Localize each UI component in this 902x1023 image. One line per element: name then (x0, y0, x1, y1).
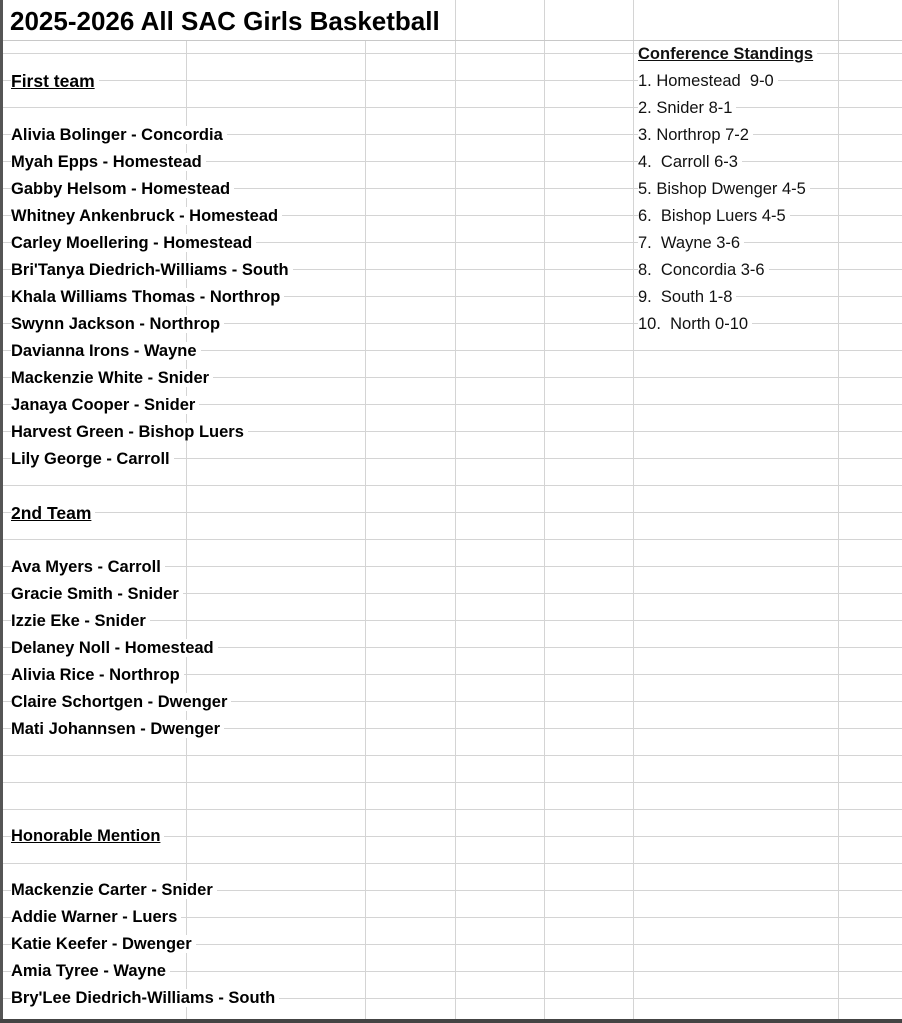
first-team-player[interactable] (11, 338, 201, 365)
honorable-mention-heading[interactable] (11, 823, 164, 850)
first-team-player[interactable] (11, 203, 282, 230)
player-name: Harvest Green - Bishop Luers (11, 423, 248, 441)
column-divider (838, 0, 839, 40)
column-divider (365, 0, 366, 1023)
player-name: Alivia Bolinger - Concordia (11, 126, 227, 144)
player-name: Bri'Tanya Diedrich-Williams - South (11, 261, 293, 279)
first-team-player[interactable] (11, 230, 256, 257)
standings-row[interactable] (638, 122, 753, 149)
second-team-player[interactable] (11, 581, 183, 608)
first-team-player[interactable] (11, 284, 284, 311)
player-name: Janaya Cooper - Snider (11, 396, 199, 414)
second-team-heading[interactable] (11, 500, 95, 527)
player-name: Gracie Smith - Snider (11, 585, 183, 603)
second-team-player[interactable] (11, 635, 218, 662)
first-team-player[interactable] (11, 122, 227, 149)
second-team-player[interactable] (11, 554, 165, 581)
player-name: Swynn Jackson - Northrop (11, 315, 224, 333)
standings-heading-label: Conference Standings (638, 45, 817, 63)
honorable-mention-player[interactable] (11, 904, 181, 931)
standings-row[interactable] (638, 176, 810, 203)
column-divider (455, 0, 456, 1023)
column-divider (633, 0, 634, 1023)
player-name: Delaney Noll - Homestead (11, 639, 218, 657)
honorable-mention-player[interactable] (11, 877, 217, 904)
first-team-player[interactable] (11, 176, 234, 203)
standings-entry: 4. Carroll 6-3 (638, 153, 742, 171)
second-team-player[interactable] (11, 662, 184, 689)
column-divider (544, 0, 545, 1023)
column-divider (633, 0, 634, 40)
sheet-border-bottom (0, 1019, 902, 1023)
first-team-player[interactable] (11, 365, 213, 392)
standings-row[interactable] (638, 257, 769, 284)
standings-entry: 9. South 1-8 (638, 288, 736, 306)
second-team-player[interactable] (11, 608, 150, 635)
standings-entry: 1. Homestead 9-0 (638, 72, 778, 90)
standings-row[interactable] (638, 284, 736, 311)
player-name: Claire Schortgen - Dwenger (11, 693, 231, 711)
second-team-player[interactable] (11, 716, 224, 743)
standings-entry: 5. Bishop Dwenger 4-5 (638, 180, 810, 198)
player-name: Alivia Rice - Northrop (11, 666, 184, 684)
column-divider (544, 0, 545, 40)
standings-row[interactable] (638, 68, 778, 95)
player-name: Carley Moellering - Homestead (11, 234, 256, 252)
standings-heading[interactable] (638, 41, 817, 68)
player-name: Amia Tyree - Wayne (11, 962, 170, 980)
second-team-heading-label: 2nd Team (11, 503, 95, 523)
page-title[interactable]: 2025-2026 All SAC Girls Basketball (10, 5, 446, 37)
title-row (0, 0, 902, 41)
standings-row[interactable] (638, 203, 790, 230)
player-name: Addie Warner - Luers (11, 908, 181, 926)
standings-entry: 2. Snider 8-1 (638, 99, 736, 117)
player-name: Davianna Irons - Wayne (11, 342, 201, 360)
standings-row[interactable] (638, 149, 742, 176)
standings-entry: 7. Wayne 3-6 (638, 234, 744, 252)
sheet-border-left (0, 0, 3, 1023)
player-name: Katie Keefer - Dwenger (11, 935, 196, 953)
first-team-player[interactable] (11, 446, 174, 473)
honorable-mention-player[interactable] (11, 931, 196, 958)
standings-row[interactable] (638, 311, 752, 338)
player-name: Myah Epps - Homestead (11, 153, 206, 171)
player-name: Bry'Lee Diedrich-Williams - South (11, 989, 279, 1007)
first-team-heading-label: First team (11, 71, 99, 91)
first-team-heading[interactable] (11, 68, 99, 95)
player-name: Khala Williams Thomas - Northrop (11, 288, 284, 306)
first-team-player[interactable] (11, 257, 293, 284)
player-name: Mackenzie Carter - Snider (11, 881, 217, 899)
player-name: Izzie Eke - Snider (11, 612, 150, 630)
player-name: Whitney Ankenbruck - Homestead (11, 207, 282, 225)
standings-row[interactable] (638, 230, 744, 257)
column-divider (838, 0, 839, 1023)
first-team-player[interactable] (11, 419, 248, 446)
column-divider (455, 0, 456, 40)
standings-entry: 3. Northrop 7-2 (638, 126, 753, 144)
honorable-mention-player[interactable] (11, 958, 170, 985)
honorable-mention-heading-label: Honorable Mention (11, 827, 164, 845)
standings-entry: 6. Bishop Luers 4-5 (638, 207, 790, 225)
standings-entry: 8. Concordia 3-6 (638, 261, 769, 279)
first-team-player[interactable] (11, 149, 206, 176)
player-name: Mati Johannsen - Dwenger (11, 720, 224, 738)
standings-row[interactable] (638, 95, 736, 122)
honorable-mention-player[interactable] (11, 985, 279, 1012)
player-name: Gabby Helsom - Homestead (11, 180, 234, 198)
player-name: Mackenzie White - Snider (11, 369, 213, 387)
first-team-player[interactable] (11, 392, 199, 419)
first-team-player[interactable] (11, 311, 224, 338)
player-name: Ava Myers - Carroll (11, 558, 165, 576)
second-team-player[interactable] (11, 689, 231, 716)
standings-entry: 10. North 0-10 (638, 315, 752, 333)
player-name: Lily George - Carroll (11, 450, 174, 468)
